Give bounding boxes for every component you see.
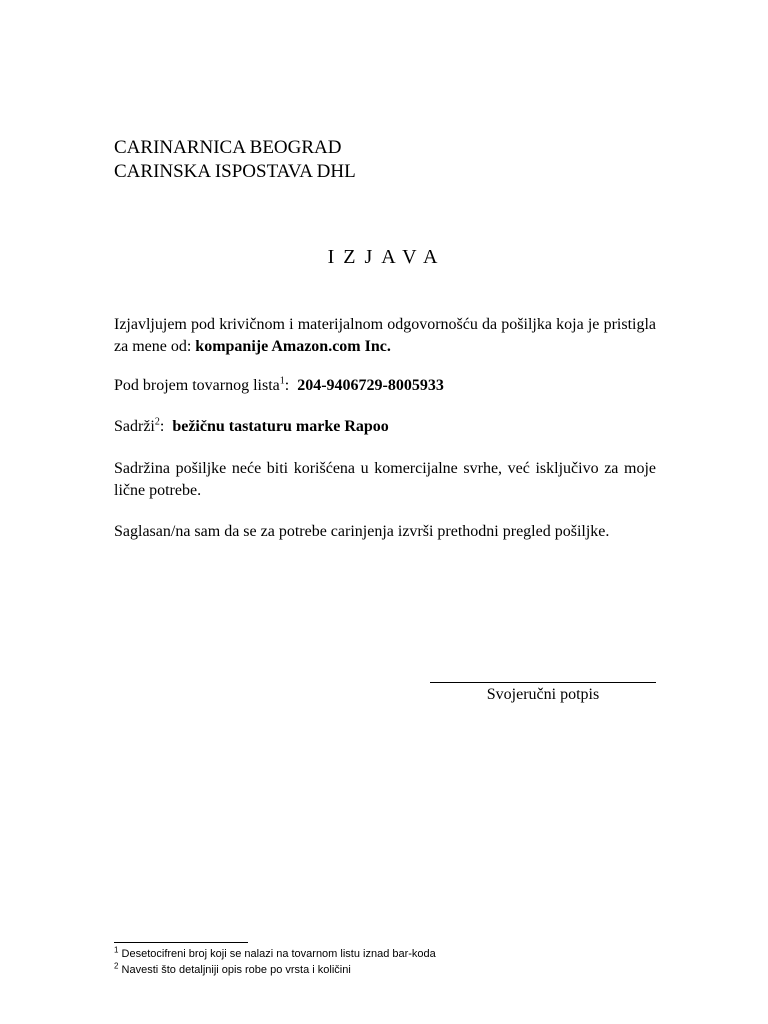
footnote-divider (114, 942, 248, 943)
waybill-separator: : (284, 377, 290, 394)
footnote-1-text: Desetocifreni broj koji se nalazi na tovarnom listu iznad bar-koda (121, 948, 436, 960)
contents-label: Sadrži (114, 418, 155, 435)
header-block (114, 136, 356, 184)
footnote-2 (114, 963, 351, 977)
footnote-1 (114, 947, 436, 961)
footnote-1-ref: 1 (114, 945, 119, 955)
signature-label: Svojeručni potpis (486, 686, 600, 703)
personal-use-paragraph: Sadržina pošiljke neće biti korišćena u komercijalne svrhe, već isključivo za moje lične potrebe. (114, 460, 656, 499)
waybill-label: Pod brojem tovarnog lista (114, 377, 280, 394)
declaration-paragraph (114, 314, 656, 358)
footnote-2-text: Navesti što detaljniji opis robe po vrsta i količini (121, 964, 351, 976)
waybill-paragraph (114, 375, 656, 397)
inspection-consent-paragraph: Saglasan/na sam da se za potrebe carinjenja izvrši prethodni pregled pošiljke. (114, 523, 610, 540)
declaration-text: Izjavljujem pod krivičnom i materijalnom odgovornošću da pošiljka koja je pristigla za mene od: (114, 316, 656, 355)
signature-line (430, 682, 656, 683)
document-title: IZJAVA (327, 246, 447, 268)
contents-paragraph (114, 416, 656, 438)
sender-company: kompanije Amazon.com Inc. (195, 338, 391, 355)
header-line-customs-office: CARINARNICA BEOGRAD (114, 137, 342, 158)
contents-value: bežičnu tastaturu marke Rapoo (172, 418, 389, 435)
footnote-ref-1: 1 (279, 375, 285, 387)
footnote-2-ref: 2 (114, 961, 119, 971)
footnote-ref-2: 2 (154, 416, 160, 428)
contents-separator: : (159, 418, 165, 435)
header-line-customs-branch: CARINSKA ISPOSTAVA DHL (114, 161, 356, 182)
waybill-number: 204-9406729-8005933 (297, 377, 444, 394)
